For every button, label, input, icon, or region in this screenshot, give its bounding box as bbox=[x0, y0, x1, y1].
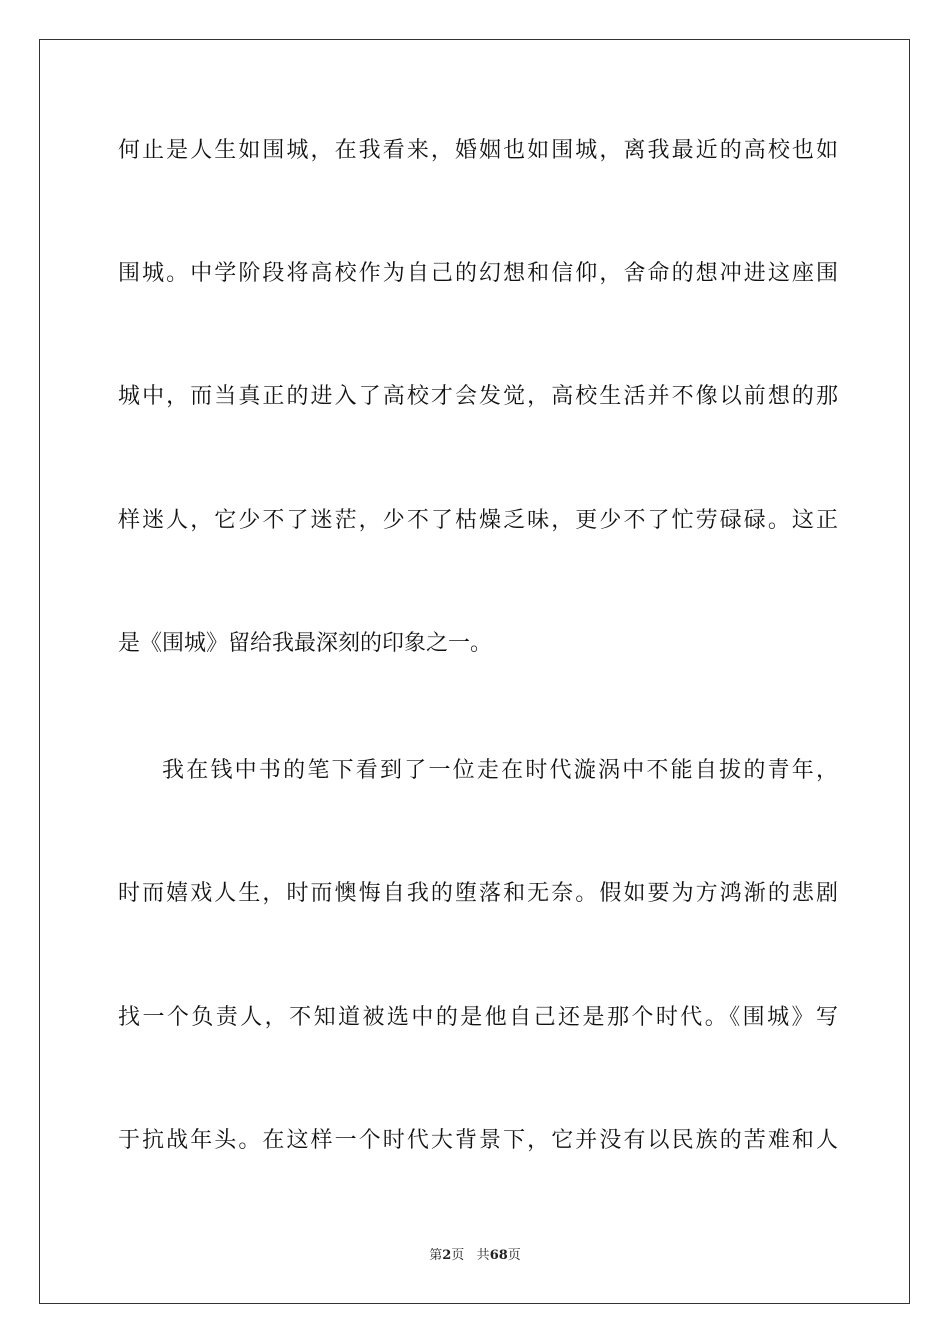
text-line: 城中，而当真正的进入了高校才会发觉，高校生活并不像以前想的那 bbox=[118, 384, 838, 409]
text-line: 是《围城》留给我最深刻的印象之一。 bbox=[118, 631, 493, 656]
page-suffix: 页 bbox=[451, 1248, 465, 1263]
text-line: 时而嬉戏人生，时而懊悔自我的堕落和无奈。假如要为方鸿渐的悲剧 bbox=[118, 881, 838, 906]
text-line: 围城。中学阶段将高校作为自己的幻想和信仰，舍命的想冲进这座围 bbox=[118, 261, 838, 286]
page-number: 2 bbox=[442, 1248, 452, 1263]
text-line: 找一个负责人，不知道被选中的是他自己还是那个时代。《围城》写 bbox=[118, 1005, 838, 1030]
text-line: 于抗战年头。在这样一个时代大背景下，它并没有以民族的苦难和人 bbox=[118, 1128, 838, 1153]
page-prefix: 第 bbox=[429, 1248, 443, 1263]
page-footer bbox=[0, 1246, 950, 1266]
page-border bbox=[39, 39, 910, 1304]
text-line: 何止是人生如围城，在我看来，婚姻也如围城，离我最近的高校也如 bbox=[118, 138, 838, 163]
text-line: 样迷人，它少不了迷茫，少不了枯燥乏味，更少不了忙劳碌碌。这正 bbox=[118, 508, 838, 533]
total-pages: 68 bbox=[489, 1248, 508, 1263]
text-line: 我在钱中书的笔下看到了一位走在时代漩涡中不能自拔的青年， bbox=[162, 758, 838, 783]
total-prefix: 共 bbox=[476, 1248, 490, 1263]
total-suffix: 页 bbox=[507, 1248, 521, 1263]
